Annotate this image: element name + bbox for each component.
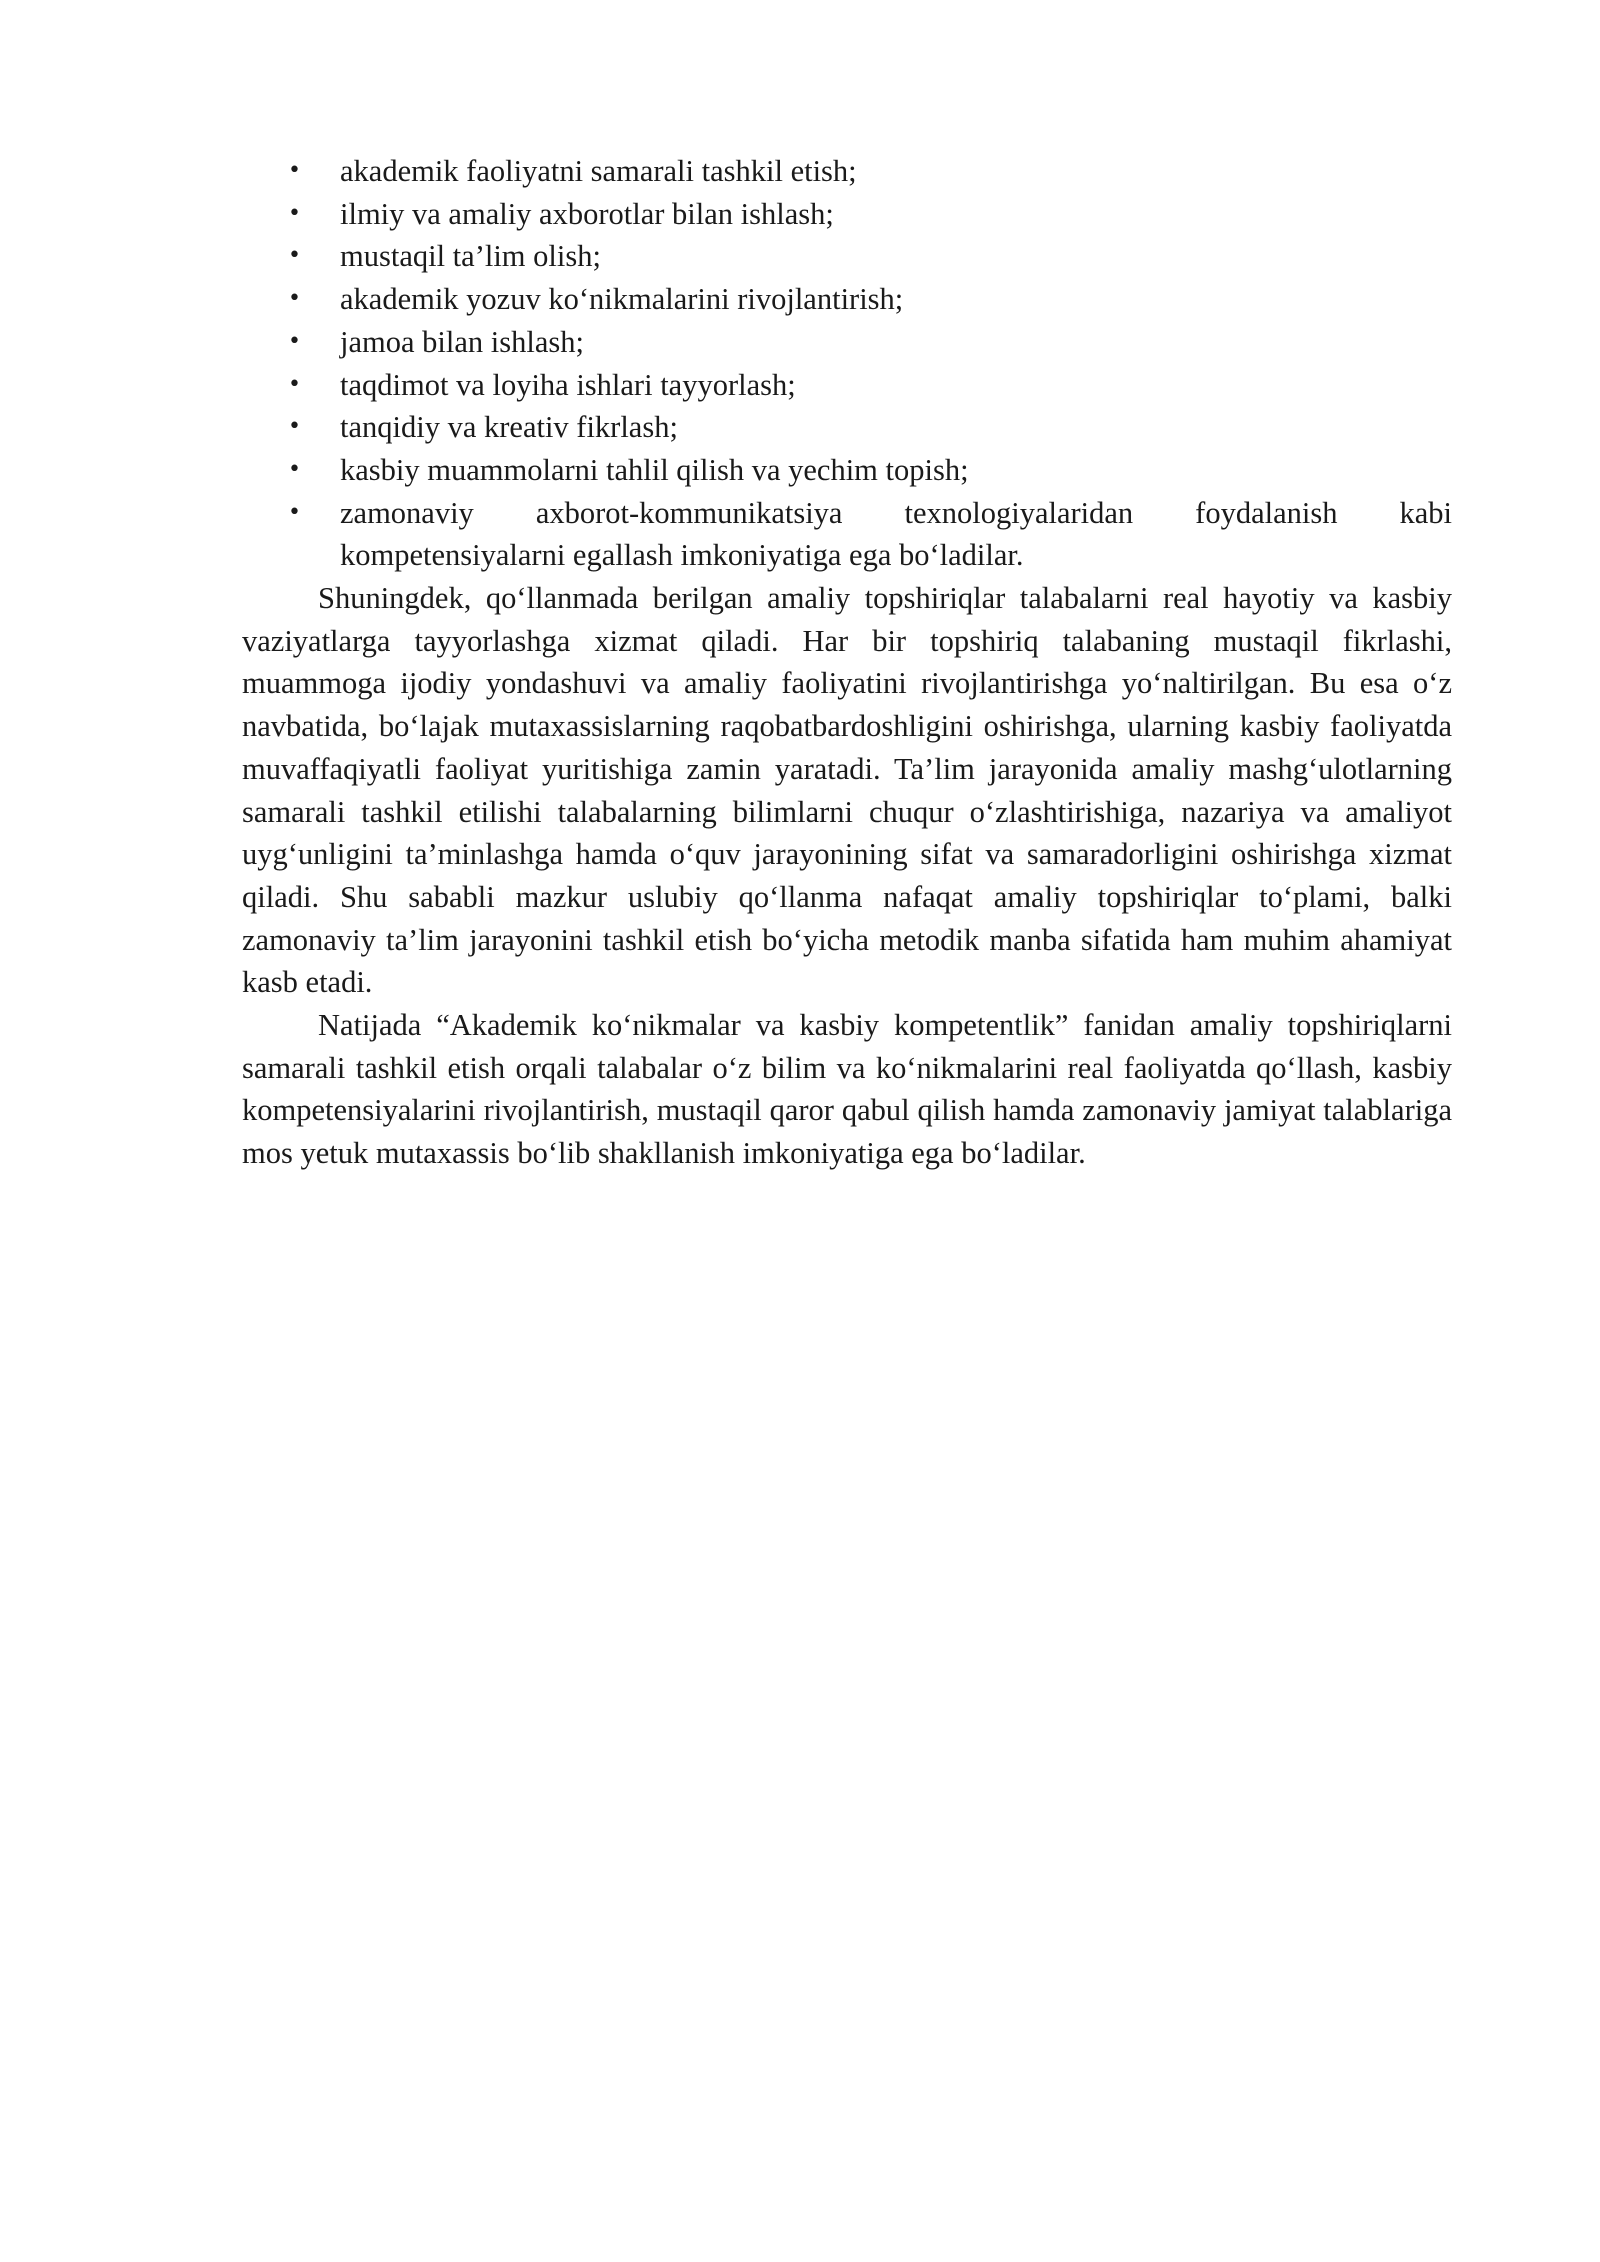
list-item [242,150,1452,193]
bullet-icon: • [288,456,301,482]
list-item-text: kasbiy muammolarni tahlil qilish va yechim topish; [340,452,969,487]
list-item [242,449,1452,492]
bullet-icon: • [288,243,301,269]
list-item-text: taqdimot va loyiha ishlari tayyorlash; [340,367,796,402]
list-item [242,406,1452,449]
competency-list [242,150,1452,577]
bullet-icon: • [288,158,301,183]
bullet-icon: • [288,371,301,397]
bullet-icon: • [288,499,301,525]
list-item [242,364,1452,407]
body-paragraph: Shuningdek, qo‘llanmada berilgan amaliy topshiriqlar talabalarni real hayotiy va kasbiy vaziyatlarga tayyorlashga xizmat qiladi. Har bir topshiriq talabaning mustaqil fikrlashi, muammoga ijodiy yondashuvi va amaliy faoliyatini rivojlantirishga yo‘naltirilgan. Bu esa o‘z navbatida, bo‘lajak mutaxassislarning raqobatbardoshligini oshirishga, ularning kasbiy faoliyatda muvaffaqiyatli faoliyat yuritishiga zamin yaratadi. Ta’lim jarayonida amaliy mashg‘ulotlarning samarali tashkil etilishi talabalarning bilimlarni chuqur o‘zlashtirishiga, nazariya va amaliyot uyg‘unligini ta’minlashga hamda o‘quv jarayonining sifat va samaradorligini oshirishga xizmat qiladi. Shu sababli mazkur uslubiy qo‘llanma nafaqat amaliy topshiriqlar to‘plami, balki zamonaviy ta’lim jarayonini tashkil etish bo‘yicha metodik manba sifatida ham muhim ahamiyat kasb etadi. [242,581,1452,1000]
list-item [242,278,1452,321]
list-item [242,321,1452,364]
list-item [242,235,1452,278]
bullet-icon: • [288,414,301,440]
list-item [242,193,1452,236]
bullet-icon: • [288,286,301,312]
list-item-text: zamonaviy axborot-kommunikatsiya texnologiyalaridan foydalanish kabi kompetensiyalarni egallash imkoniyatiga ega bo‘ladilar. [340,495,1452,573]
bullet-icon: • [288,200,301,226]
bullet-icon: • [288,328,301,354]
list-item-text: akademik faoliyatni samarali tashkil etish; [340,154,857,188]
list-item-text: ilmiy va amaliy axborotlar bilan ishlash; [340,196,834,231]
list-item-text: mustaqil ta’lim olish; [340,239,601,274]
list-item-text: tanqidiy va kreativ fikrlash; [340,410,678,445]
body-paragraph: Natijada “Akademik ko‘nikmalar va kasbiy kompetentlik” fanidan amaliy topshiriqlarni samarali tashkil etish orqali talabalar o‘z bilim va ko‘nikmalarini real faoliyatda qo‘llash, kasbiy kompetensiyalarini rivojlantirish, mustaqil qaror qabul qilish hamda zamonaviy jamiyat talablariga mos yetuk mutaxassis bo‘lib shakllanish imkoniyatiga ega bo‘ladilar. [242,1008,1452,1171]
list-item [242,492,1452,577]
list-item-text: akademik yozuv ko‘nikmalarini rivojlantirish; [340,282,904,317]
list-item-text: jamoa bilan ishlash; [340,324,584,359]
page-content [242,150,1452,1175]
